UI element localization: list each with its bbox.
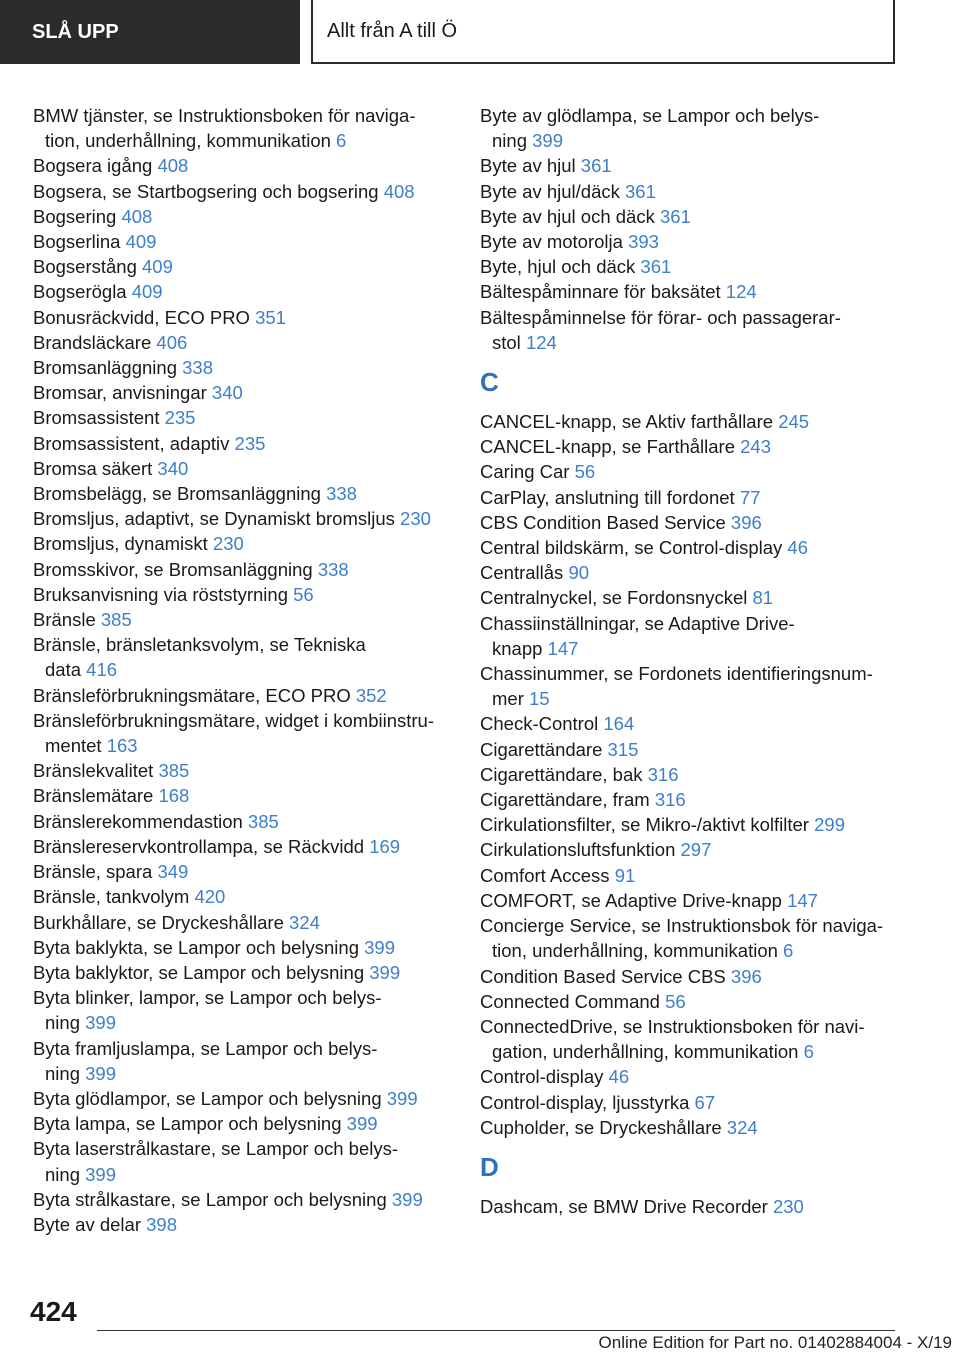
page-reference-link[interactable]: 316	[647, 763, 679, 785]
index-entry-text: Concierge Service, se Instruktionsbok för naviga-	[480, 915, 884, 937]
page-reference-link[interactable]: 396	[730, 965, 762, 987]
index-entry-text: gation, underhållning, kommunikation	[492, 1041, 799, 1063]
index-entry-text: Bromsar, anvisningar	[33, 382, 207, 404]
index-entry	[33, 531, 453, 556]
page-reference-link[interactable]: 46	[608, 1066, 630, 1088]
index-entry	[33, 153, 453, 178]
index-entry	[480, 510, 900, 535]
index-entry	[33, 305, 453, 330]
page-reference-link[interactable]: 408	[383, 180, 415, 202]
page-reference-link[interactable]: 299	[814, 814, 845, 836]
page-reference-link[interactable]: 399	[85, 1012, 116, 1034]
index-entry-text: Burkhållare, se Dryckeshållare	[33, 911, 284, 933]
index-entry-text: Bränsle, spara	[33, 861, 153, 883]
index-entry-text: Bränsle, tankvolym	[33, 886, 190, 908]
index-entry-text: BMW tjänster, se Instruktionsboken för naviga-	[33, 105, 416, 126]
page-reference-link[interactable]: 235	[164, 407, 196, 429]
page-reference-link[interactable]: 385	[100, 609, 132, 631]
index-entry-text: Bränslerekommendastion	[33, 810, 243, 832]
index-entry-text: Bränslekvalitet	[33, 760, 154, 782]
index-entry-text: Bogsering	[33, 205, 117, 227]
index-entry-text: Cupholder, se Dryckeshållare	[480, 1116, 722, 1138]
page-reference-link[interactable]: 56	[574, 461, 596, 483]
index-entry	[480, 204, 900, 229]
page-reference-link[interactable]: 349	[157, 861, 189, 883]
index-entry-text: Brandsläckare	[33, 331, 152, 353]
page-reference-link[interactable]: 385	[247, 810, 279, 832]
index-entry	[33, 481, 453, 506]
page-reference-link[interactable]: 46	[787, 537, 808, 559]
index-entry-text: Byta glödlampor, se Lampor och belysning	[33, 1087, 382, 1109]
index-entry	[480, 989, 900, 1014]
index-entry-text: Bogsera igång	[33, 155, 153, 177]
page-reference-link[interactable]: 67	[694, 1091, 716, 1113]
page-reference-link[interactable]: 406	[156, 331, 188, 353]
page-reference-link[interactable]: 352	[355, 684, 387, 706]
index-entry	[33, 330, 453, 355]
index-entry	[33, 456, 453, 481]
page-reference-link[interactable]: 56	[665, 990, 686, 1012]
index-entry	[33, 1187, 453, 1212]
page-reference-link[interactable]: 399	[364, 936, 395, 958]
index-entry-text: Condition Based Service CBS	[480, 965, 726, 987]
index-entry	[480, 179, 900, 204]
page-reference-link[interactable]: 124	[725, 281, 757, 303]
index-entry-text: Bruksanvisning via röststyrning	[33, 583, 288, 605]
index-entry	[480, 1064, 900, 1089]
index-entry-text: knapp	[492, 637, 543, 659]
page-reference-link[interactable]: 399	[346, 1113, 378, 1135]
index-entry-text: Bränsleförbrukningsmätare, widget i kombiinstru-	[33, 709, 435, 731]
index-entry-text: Byta baklykta, se Lampor och belysning	[33, 936, 359, 958]
page-reference-link[interactable]: 230	[772, 1195, 804, 1217]
index-entry-text: tion, underhållning, kommunikation	[45, 130, 331, 152]
index-entry	[480, 535, 900, 560]
page-reference-link[interactable]: 91	[614, 864, 636, 886]
page-reference-link[interactable]: 230	[212, 533, 244, 555]
page-reference-link[interactable]: 361	[659, 205, 691, 227]
page-reference-link[interactable]: 340	[157, 457, 189, 479]
page-reference-link[interactable]: 297	[680, 839, 712, 861]
index-entry-text: Cigarettändare, bak	[480, 763, 643, 785]
index-entry-text: ning	[45, 1012, 80, 1034]
index-entry-text: Byte av hjul och däck	[480, 205, 655, 227]
page-reference-link[interactable]: 361	[625, 180, 656, 202]
page-reference-link[interactable]: 230	[400, 508, 431, 530]
index-entry-text: Byte av glödlampa, se Lampor och belys-	[480, 105, 820, 126]
index-entry	[480, 913, 900, 963]
index-entry-text: Byte av hjul	[480, 155, 576, 177]
page-reference-link[interactable]: 6	[336, 130, 347, 152]
index-entry-text: Bromsskivor, se Bromsanläggning	[33, 558, 313, 580]
index-entry-text: Byta laserstrålkastare, se Lampor och belys-	[33, 1138, 399, 1160]
index-entry	[33, 960, 453, 985]
index-entry	[480, 585, 900, 610]
index-entry-text: Bränsle, bränsletanksvolym, se Tekniska	[33, 634, 366, 656]
index-entry	[33, 607, 453, 632]
index-entry-text: Cirkulationsfilter, se Mikro-/aktivt kolfilter	[480, 814, 809, 836]
page-reference-link[interactable]: 393	[628, 231, 659, 253]
index-entry	[33, 884, 453, 909]
index-entry-text: stol	[492, 331, 521, 353]
page-reference-link[interactable]: 361	[640, 256, 672, 278]
page-reference-link[interactable]: 168	[158, 785, 190, 807]
page-reference-link[interactable]: 416	[86, 659, 118, 681]
index-entry-text: ning	[492, 130, 527, 152]
index-entry	[480, 485, 900, 510]
index-entry-text: Cirkulationsluftsfunktion	[480, 839, 676, 861]
page-reference-link[interactable]: 399	[532, 130, 563, 152]
index-entry	[480, 711, 900, 736]
page-reference-link[interactable]: 235	[234, 432, 266, 454]
page-reference-link[interactable]: 77	[739, 486, 761, 508]
page-reference-link[interactable]: 361	[580, 155, 612, 177]
index-entry	[480, 279, 900, 304]
index-entry-text: Chassinummer, se Fordonets identifieringsnum-	[480, 663, 873, 685]
index-entry	[480, 560, 900, 585]
index-entry	[33, 783, 453, 808]
index-entry	[480, 254, 900, 279]
index-entry-text: Bromsassistent	[33, 407, 160, 429]
index-letter-heading: C	[480, 367, 499, 398]
index-entry	[480, 888, 900, 913]
page-reference-link[interactable]: 15	[529, 688, 550, 710]
index-entry	[480, 863, 900, 888]
index-entry-text: Byte av motorolja	[480, 231, 623, 253]
index-entry-text: Byte av delar	[33, 1213, 141, 1235]
index-entry-text: Bältespåminnare för baksätet	[480, 281, 721, 303]
index-entry-text: Bromsljus, dynamiskt	[33, 533, 208, 555]
page-reference-link[interactable]: 245	[778, 411, 810, 433]
page-reference-link[interactable]: 408	[157, 155, 189, 177]
index-entry	[33, 632, 453, 682]
page-reference-link[interactable]: 147	[547, 637, 579, 659]
index-entry-text: Dashcam, se BMW Drive Recorder	[480, 1195, 768, 1217]
index-entry-text: ning	[45, 1062, 80, 1084]
index-entry-text: Bältespåminnelse för förar- och passagerar-	[480, 306, 841, 328]
index-entry-text: Centralnyckel, se Fordonsnyckel	[480, 587, 748, 609]
index-entry	[480, 103, 900, 153]
index-entry-text: CarPlay, anslutning till fordonet	[480, 486, 735, 508]
index-entry	[480, 762, 900, 787]
index-entry-text: Chassiinställningar, se Adaptive Drive-	[480, 612, 795, 634]
index-entry	[33, 834, 453, 859]
index-entry-text: COMFORT, se Adaptive Drive-knapp	[480, 889, 782, 911]
page-reference-link[interactable]: 398	[146, 1213, 177, 1235]
index-entry-text: Control-display	[480, 1066, 604, 1088]
page-reference-link[interactable]: 399	[391, 1188, 423, 1210]
index-entry-text: Bonusräckvidd, ECO PRO	[33, 306, 250, 328]
index-entry-text: Bränsle	[33, 609, 96, 631]
index-entry-text: Connected Command	[480, 990, 660, 1012]
index-entry	[33, 204, 453, 229]
index-entry-text: Bogserlina	[33, 231, 121, 253]
index-entry-text: Bränsleförbrukningsmätare, ECO PRO	[33, 684, 351, 706]
index-entry-text: Byte, hjul och däck	[480, 256, 636, 278]
page-reference-link[interactable]: 56	[293, 583, 314, 605]
index-entry	[480, 837, 900, 862]
index-entry	[33, 708, 453, 758]
index-entry	[33, 1111, 453, 1136]
index-entry-text: CANCEL-knapp, se Aktiv farthållare	[480, 411, 774, 433]
index-entry	[480, 964, 900, 989]
page-reference-link[interactable]: 338	[317, 558, 349, 580]
index-entry	[33, 557, 453, 582]
page-reference-link[interactable]: 243	[740, 436, 772, 458]
index-entry-text: Control-display, ljusstyrka	[480, 1091, 690, 1113]
index-entry	[33, 683, 453, 708]
index-entry-text: Byta baklyktor, se Lampor och belysning	[33, 961, 365, 983]
index-entry-text: Bogserögla	[33, 281, 127, 303]
index-entry-text: Bogserstång	[33, 256, 137, 278]
index-entry-text: Cigarettändare	[480, 738, 603, 760]
index-entry	[33, 910, 453, 935]
index-entry-text: Caring Car	[480, 461, 570, 483]
index-entry	[33, 179, 453, 204]
index-entry	[33, 103, 453, 153]
page-reference-link[interactable]: 124	[525, 331, 557, 353]
page-reference-link[interactable]: 6	[783, 940, 794, 962]
index-entry-text: Byta framljuslampa, se Lampor och belys-	[33, 1037, 378, 1059]
page-reference-link[interactable]: 409	[142, 256, 173, 278]
index-entry-text: Bränslemätare	[33, 785, 154, 807]
index-entry-text: Bromsljus, adaptivt, se Dynamiskt bromsljus	[33, 508, 395, 530]
index-column-right	[480, 103, 900, 1219]
chapter-title[interactable]: Allt från A till Ö	[311, 0, 895, 64]
index-entry	[480, 229, 900, 254]
page-reference-link[interactable]: 399	[386, 1087, 418, 1109]
index-entry	[33, 355, 453, 380]
index-entry-text: Byte av hjul/däck	[480, 180, 620, 202]
index-entry	[480, 409, 900, 434]
page-reference-link[interactable]: 408	[121, 205, 153, 227]
page-reference-link[interactable]: 399	[85, 1163, 116, 1185]
page-number: 424	[30, 1296, 77, 1327]
index-entry	[480, 611, 900, 661]
index-entry-text: tion, underhållning, kommunikation	[492, 940, 778, 962]
index-entry-text: Byta strålkastare, se Lampor och belysning	[33, 1188, 387, 1210]
index-entry-text: mentet	[45, 735, 102, 757]
index-entry	[480, 1115, 900, 1140]
index-entry	[480, 737, 900, 762]
index-entry	[33, 1136, 453, 1186]
index-entry	[480, 661, 900, 711]
index-entry-text: Check-Control	[480, 713, 599, 735]
page-reference-link[interactable]: 324	[726, 1116, 758, 1138]
index-entry-text: mer	[492, 688, 524, 710]
index-entry-text: Bromsbelägg, se Bromsanläggning	[33, 483, 321, 505]
index-entry	[480, 459, 900, 484]
page-reference-link[interactable]: 396	[730, 511, 762, 533]
page-reference-link[interactable]: 351	[255, 306, 286, 328]
index-entry-text: CANCEL-knapp, se Farthållare	[480, 436, 735, 458]
page-reference-link[interactable]: 409	[131, 281, 163, 303]
page-reference-link[interactable]: 338	[326, 483, 357, 505]
index-entry-text: data	[45, 659, 82, 681]
index-entry	[33, 279, 453, 304]
index-entry	[33, 1086, 453, 1111]
index-entry-text: Bromsassistent, adaptiv	[33, 432, 230, 454]
edition-note: Online Edition for Part no. 01402884004 - X/19	[598, 1333, 952, 1352]
page-reference-link[interactable]: 409	[125, 231, 157, 253]
index-entry	[33, 758, 453, 783]
page-reference-link[interactable]: 6	[803, 1041, 814, 1063]
index-entry	[33, 1212, 453, 1237]
index-letter-heading: D	[480, 1151, 499, 1182]
page-reference-link[interactable]: 338	[182, 357, 213, 379]
index-entry	[33, 985, 453, 1035]
page-reference-link[interactable]: 90	[568, 562, 590, 584]
index-entry-text: CBS Condition Based Service	[480, 511, 726, 533]
page-reference-link[interactable]: 169	[369, 835, 401, 857]
index-entry	[480, 812, 900, 837]
page-reference-link[interactable]: 147	[787, 889, 818, 911]
index-entry	[480, 1090, 900, 1115]
index-entry-text: Bromsanläggning	[33, 357, 177, 379]
page-reference-link[interactable]: 81	[752, 587, 774, 609]
page-reference-link[interactable]: 420	[194, 886, 226, 908]
index-entry-text: Bränslereservkontrollampa, se Räckvidd	[33, 835, 365, 857]
page-reference-link[interactable]: 399	[369, 961, 401, 983]
index-entry	[33, 1036, 453, 1086]
index-entry-text: Comfort Access	[480, 864, 610, 886]
page-reference-link[interactable]: 324	[289, 911, 320, 933]
index-entry	[480, 1194, 900, 1219]
page-reference-link[interactable]: 340	[211, 382, 243, 404]
index-entry	[480, 1014, 900, 1064]
section-tab[interactable]: SLÅ UPP	[0, 0, 300, 64]
page-reference-link[interactable]: 399	[85, 1062, 116, 1084]
footer-divider	[97, 1330, 895, 1331]
page-reference-link[interactable]: 164	[603, 713, 635, 735]
index-entry-text: Byta blinker, lampor, se Lampor och belys-	[33, 987, 382, 1009]
page-reference-link[interactable]: 385	[158, 760, 190, 782]
index-entry	[480, 305, 900, 355]
page-reference-link[interactable]: 163	[106, 735, 138, 757]
index-entry	[33, 859, 453, 884]
index-entry-text: ning	[45, 1163, 80, 1185]
index-entry	[33, 229, 453, 254]
index-entry	[33, 254, 453, 279]
index-entry	[480, 434, 900, 459]
index-entry-text: Centrallås	[480, 562, 564, 584]
index-entry-text: Bromsa säkert	[33, 457, 153, 479]
index-entry	[33, 431, 453, 456]
index-entry-text: Byta lampa, se Lampor och belysning	[33, 1113, 342, 1135]
page-reference-link[interactable]: 316	[654, 789, 686, 811]
index-entry-text: Central bildskärm, se Control-display	[480, 537, 783, 559]
index-column-left	[33, 103, 453, 1237]
index-entry	[33, 380, 453, 405]
index-entry	[33, 809, 453, 834]
page-header	[0, 0, 960, 66]
index-entry	[33, 506, 453, 531]
index-entry-text: Cigarettändare, fram	[480, 789, 650, 811]
index-entry	[33, 935, 453, 960]
page-reference-link[interactable]: 315	[607, 738, 639, 760]
index-entry	[480, 787, 900, 812]
index-entry	[480, 153, 900, 178]
index-entry	[33, 582, 453, 607]
index-entry-text: Bogsera, se Startbogsering och bogsering	[33, 180, 379, 202]
index-entry-text: ConnectedDrive, se Instruktionsboken för navi-	[480, 1015, 865, 1037]
index-entry	[33, 405, 453, 430]
